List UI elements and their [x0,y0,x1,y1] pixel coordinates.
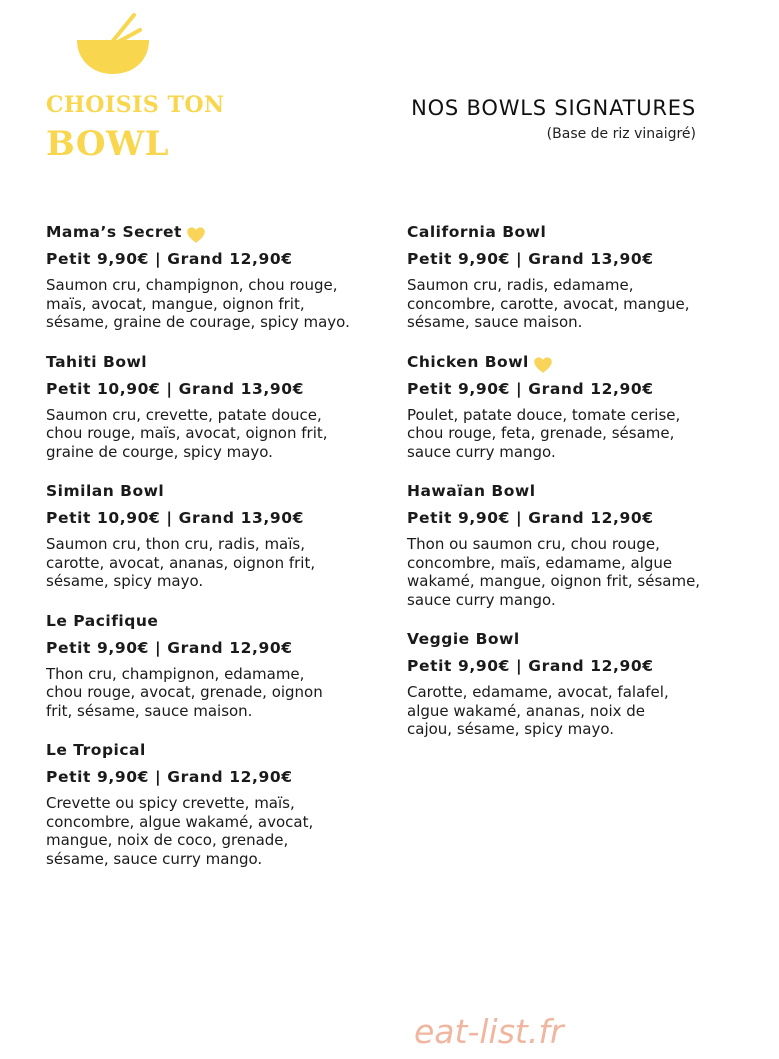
menu-item-name-text: Tahiti Bowl [46,352,148,371]
menu-item-price: Petit 9,90€ | Grand 12,90€ [407,509,654,527]
menu-item [46,352,376,462]
menu-item-price: Petit 9,90€ | Grand 12,90€ [46,768,293,786]
menu-item-name-text: Veggie Bowl [407,630,520,648]
menu-item-name [407,629,737,649]
menu-item-description: Poulet, patate douce, tomate cerise, chou rouge, feta, grenade, sésame, sauce curry mango. [407,405,681,461]
menu-column-left [46,222,376,888]
menu-item-description: Thon ou saumon cru, chou rouge, concombre, maïs, edamame, algue wakamé, mangue, oignon frit, sésame, sauce curry mango. [407,535,701,609]
menu-item-description: Saumon cru, champignon, chou rouge, maïs, avocat, mangue, oignon frit, sésame, graine de courage, spicy mayo. [46,276,350,331]
bowl-logo-icon [74,12,152,78]
menu-item [407,629,737,739]
brand-title-line2: BOWL [46,124,170,164]
menu-item [407,352,737,462]
section-title: NOS BOWLS SIGNATURES [411,96,696,120]
menu-item-description: Saumon cru, crevette, patate douce, chou rouge, maïs, avocat, oignon frit, graine de courge, spicy mayo. [46,405,328,461]
menu-item [46,611,376,721]
menu-item-price: Petit 9,90€ | Grand 12,90€ [46,638,293,657]
menu-item [407,481,737,609]
menu-item-description: Saumon cru, radis, edamame, concombre, carotte, avocat, mangue, sésame, sauce maison. [407,276,690,331]
menu-item-name-text: Hawaïan Bowl [407,482,536,500]
menu-item-name [46,352,376,372]
menu-item-name [46,740,376,760]
menu-item-name [46,222,376,242]
menu-item-name [407,352,737,372]
brand-title-line1: CHOISIS TON [46,92,225,118]
menu-item-name [46,611,376,631]
menu-item-price: Petit 10,90€ | Grand 13,90€ [46,379,305,398]
menu-item-description: Thon cru, champignon, edamame, chou rouge, avocat, grenade, oignon frit, sésame, sauce maison. [46,664,323,720]
menu-item-name-text: Chicken Bowl [407,352,529,371]
menu-column-right [407,222,737,759]
menu-item [407,222,737,332]
watermark: eat-list.fr [414,1012,564,1051]
menu-item-name [407,222,737,242]
menu-item-name-text: Similan Bowl [46,482,165,500]
menu-item [46,222,376,332]
menu-item-name-text: California Bowl [407,223,547,241]
menu-item-name [407,481,737,501]
menu-item-price: Petit 9,90€ | Grand 12,90€ [407,379,654,398]
menu-item [46,740,376,868]
heart-icon [529,349,553,375]
menu-item [46,481,376,591]
section-subtitle: (Base de riz vinaigré) [546,126,696,142]
menu-item-name [46,481,376,501]
menu-item-price: Petit 9,90€ | Grand 13,90€ [407,250,654,268]
menu-item-description: Carotte, edamame, avocat, falafel, algue wakamé, ananas, noix de cajou, sésame, spicy mayo. [407,683,669,738]
heart-icon [182,219,206,245]
menu-item-name-text: Le Pacifique [46,611,159,630]
menu-item-price: Petit 9,90€ | Grand 12,90€ [46,250,293,268]
menu-item-name-text: Le Tropical [46,741,146,759]
menu-item-price: Petit 9,90€ | Grand 12,90€ [407,657,654,675]
menu-item-price: Petit 10,90€ | Grand 13,90€ [46,509,305,527]
menu-item-description: Crevette ou spicy crevette, maïs, concombre, algue wakamé, avocat, mangue, noix de coco, grenade, sésame, sauce curry mango. [46,794,314,868]
menu-item-description: Saumon cru, thon cru, radis, maïs, carotte, avocat, ananas, oignon frit, sésame, spicy mayo. [46,535,316,590]
menu-item-name-text: Mama’s Secret [46,223,182,241]
